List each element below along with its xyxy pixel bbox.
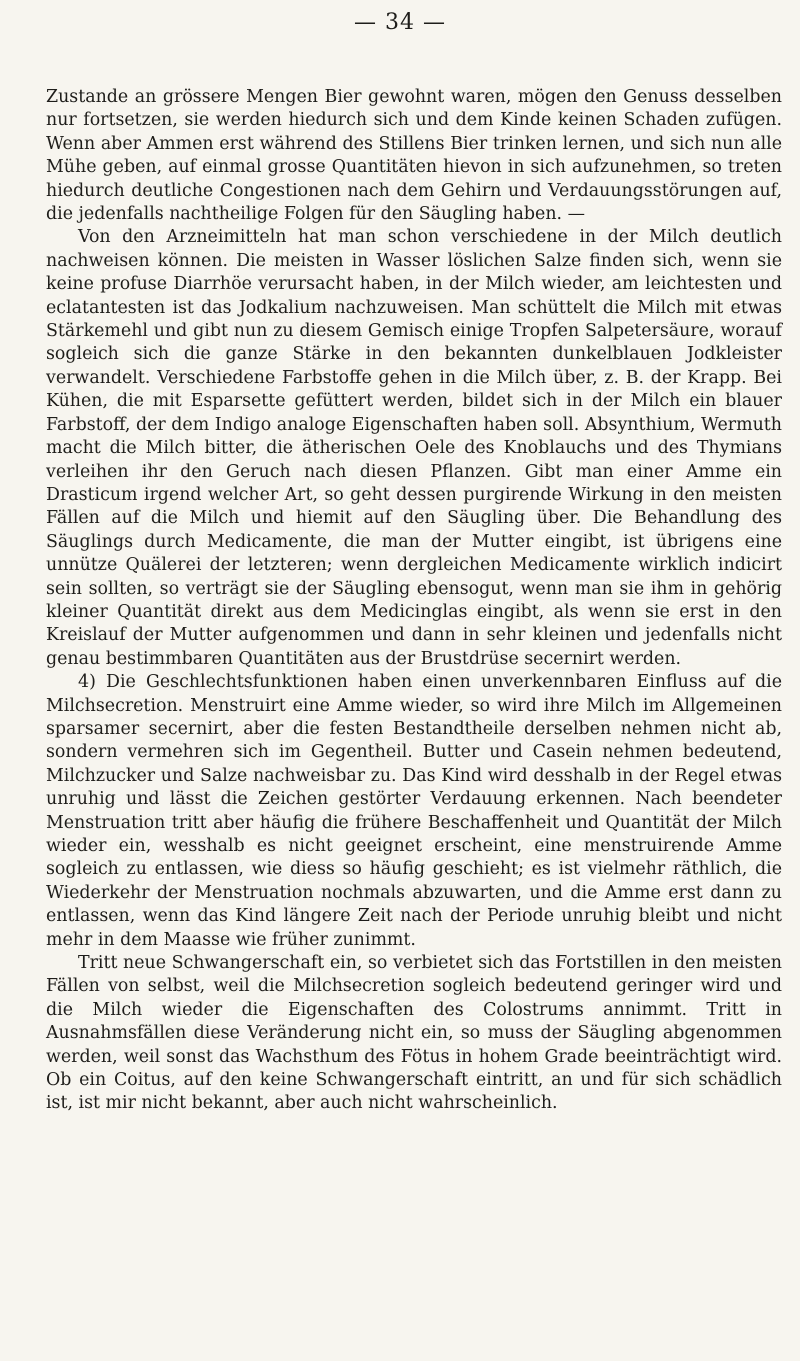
paragraph-sexual-functions: 4) Die Geschlechtsfunktionen haben einen unverkennbaren Einfluss auf die Milchsecretion. Menstruirt eine Amme wieder, so wird ihre Milch im Allgemeinen sparsamer secernirt, aber die festen Bestandtheile derselben nehmen nicht ab, sondern vermehren sich im Gegentheil. Butter und Casein nehmen bedeutend, Milchzucker und Salze nachweisbar zu. Das Kind wird desshalb in der Regel etwas unruhig und lässt die Zeichen gestörter Verdauung erkennen. Nach beendeter Menstruation tritt aber häufig die frühere Beschaffenheit und Quantität der Milch wieder ein, wesshalb es nicht geeignet erscheint, eine menstruirende Amme sogleich zu entlassen, wie diess so häufig geschieht; es ist vielmehr räthlich, die Wiederkehr der Menstruation nochmals abzuwarten, und die Amme erst dann zu entlassen, wenn das Kind längere Zeit nach der Periode unruhig bleibt und nicht mehr in dem Maasse wie früher zunimmt.	[46, 672, 782, 950]
paragraph-new-pregnancy: Tritt neue Schwangerschaft ein, so verbietet sich das Fortstillen in den meisten Fällen von selbst, weil die Milchsecretion sogleich bedeutend geringer wird und die Milch wieder die Eigenschaften des Colostrums annimmt. Tritt in Ausnahmsfällen diese Veränderung nicht ein, so muss der Säugling abgenommen werden, weil sonst das Wachsthum des Fötus in hohem Grade beeinträchtigt wird. Ob ein Coitus, auf den keine Schwangerschaft eintritt, an und für sich schädlich ist, ist mir nicht bekannt, aber auch nicht wahrscheinlich.	[46, 953, 782, 1114]
page-number: — 34 —	[354, 10, 446, 35]
paragraph-beer-intake: Zustande an grössere Mengen Bier gewohnt waren, mögen den Genuss desselben nur fortsetzen, sie werden hiedurch sich und dem Kinde keinen Schaden zufügen. Wenn aber Ammen erst während des Stillens Bier trinken lernen, und sich nun alle Mühe geben, auf einmal grosse Quantitäten hievon in sich aufzunehmen, so treten hiedurch deutliche Congestionen nach dem Gehirn und Verdauungsstörungen auf, die jedenfalls nachtheilige Folgen für den Säugling haben. —	[46, 87, 782, 225]
body-text	[46, 86, 782, 1116]
paragraph-medicines-in-milk: Von den Arzneimitteln hat man schon verschiedene in der Milch deutlich nachweisen können. Die meisten in Wasser löslichen Salze finden sich, wenn sie keine profuse Diarrhöe verursacht haben, in der Milch wieder, am leichtesten und eclatantesten ist das Jodkalium nachzuweisen. Man schüttelt die Milch mit etwas Stärkemehl und gibt nun zu diesem Gemisch einige Tropfen Salpetersäure, worauf sogleich sich die ganze Stärke in den bekannten dunkelblauen Jodkleister verwandelt. Verschiedene Farbstoffe gehen in die Milch über, z. B. der Krapp. Bei Kühen, die mit Esparsette gefüttert werden, bildet sich in der Milch ein blauer Farbstoff, der dem Indigo analoge Eigenschaften haben soll. Absynthium, Wermuth macht die Milch bitter, die ätherischen Oele des Knoblauchs und des Thymians verleihen ihr den Geruch nach diesen Pflanzen. Gibt man einer Amme ein Drasticum irgend welcher Art, so geht dessen purgirende Wirkung in den meisten Fällen auf die Milch und hiemit auf den Säugling über. Die Behandlung des Säuglings durch Medicamente, die man der Mutter eingibt, ist übrigens eine unnütze Quälerei der letzteren; wenn dergleichen Medicamente wirklich indicirt sein sollten, so verträgt sie der Säugling ebensogut, wenn man sie ihm in gehörig kleiner Quantität direkt aus dem Medicinglas eingibt, als wenn sie erst in den Kreislauf der Mutter aufgenommen und dann in sehr kleinen und jedenfalls nicht genau bestimmbaren Quantitäten aus der Brustdrüse secernirt werden.	[46, 227, 782, 669]
